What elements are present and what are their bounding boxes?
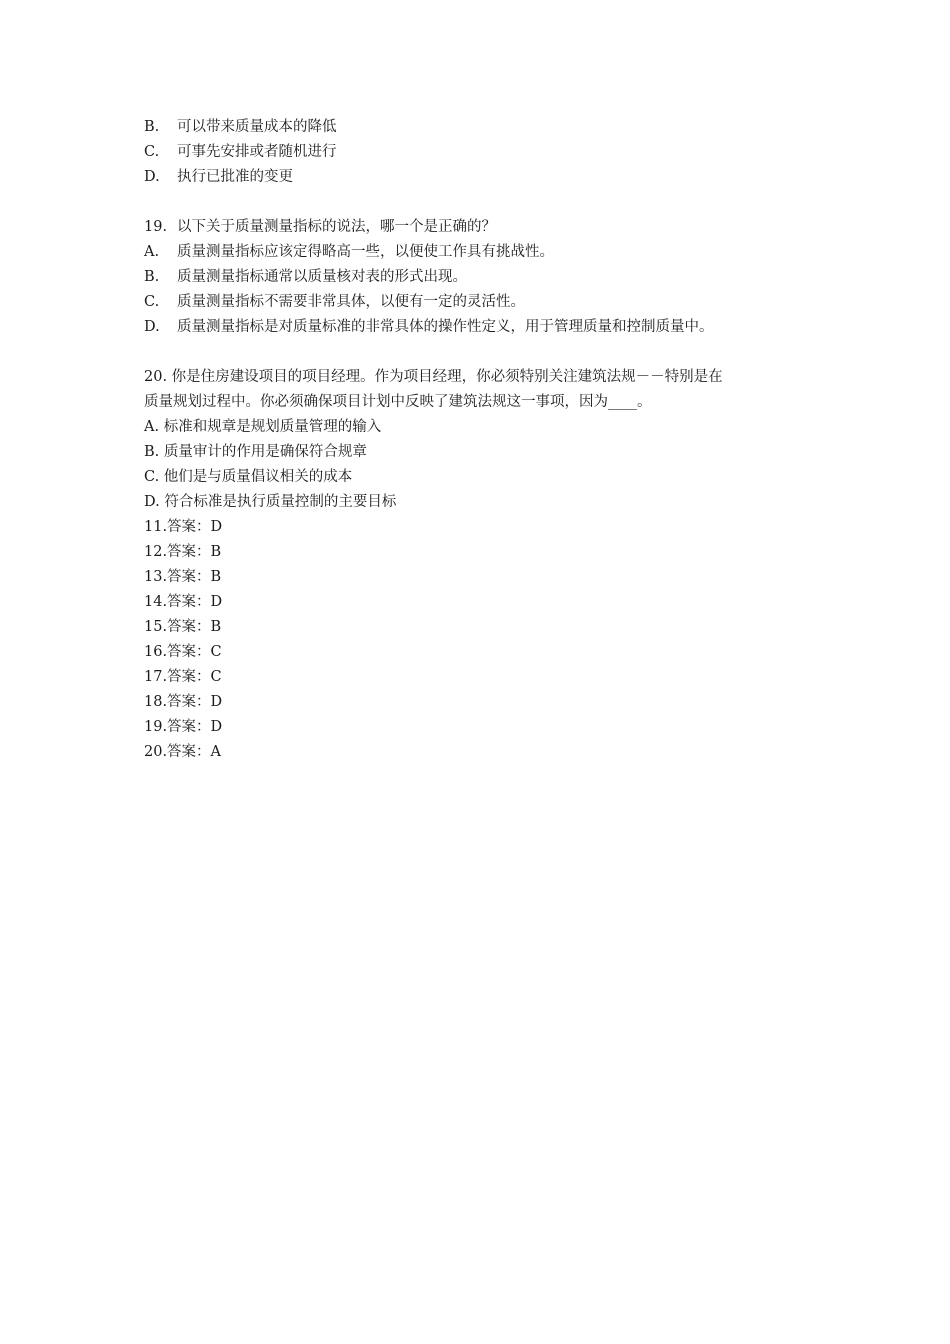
question-number: 19. bbox=[144, 219, 168, 235]
q19-option-b bbox=[144, 265, 816, 290]
answer-19: 19.答案：D bbox=[144, 719, 223, 735]
answer-13: 13.答案：B bbox=[144, 569, 222, 585]
q19-option-d bbox=[144, 315, 816, 340]
option-letter: C. bbox=[144, 144, 160, 160]
q19-option-a bbox=[144, 240, 816, 265]
option-text: 执行已批准的变更 bbox=[177, 169, 293, 185]
spacer bbox=[144, 190, 816, 215]
option-text: 质量测量指标是对质量标准的非常具体的操作性定义，用于管理质量和控制质量中。 bbox=[177, 319, 714, 335]
option-text: 质量测量指标不需要非常具体，以便有一定的灵活性。 bbox=[177, 294, 525, 310]
answer-15: 15.答案：B bbox=[144, 619, 222, 635]
option-text: 质量测量指标通常以质量核对表的形式出现。 bbox=[177, 269, 467, 285]
option-letter: B. bbox=[144, 119, 160, 135]
option-text: 可以带来质量成本的降低 bbox=[177, 119, 337, 135]
q20-stem-line-1: 20. 你是住房建设项目的项目经理。作为项目经理，你必须特别关注建筑法规－－特别是在 bbox=[144, 369, 723, 385]
option-letter: D. bbox=[144, 319, 160, 335]
answer-16: 16.答案：C bbox=[144, 644, 222, 660]
q18-option-c bbox=[144, 140, 816, 165]
question-text: 以下关于质量测量指标的说法，哪一个是正确的？ bbox=[177, 219, 496, 235]
q18-option-d bbox=[144, 165, 816, 190]
answer-12: 12.答案：B bbox=[144, 544, 222, 560]
spacer bbox=[144, 340, 816, 365]
option-letter: B. bbox=[144, 269, 160, 285]
option-text: 质量测量指标应该定得略高一些，以便使工作具有挑战性。 bbox=[177, 244, 554, 260]
option-letter: A. bbox=[144, 244, 160, 260]
answer-20: 20.答案：A bbox=[144, 744, 222, 760]
option-letter: D. bbox=[144, 169, 160, 185]
q20-option-a: A. 标准和规章是规划质量管理的输入 bbox=[144, 419, 382, 435]
answer-17: 17.答案：C bbox=[144, 669, 222, 685]
answer-18: 18.答案：D bbox=[144, 694, 223, 710]
answer-11: 11.答案：D bbox=[144, 519, 223, 535]
q19-stem bbox=[144, 215, 816, 240]
q20-option-d: D. 符合标准是执行质量控制的主要目标 bbox=[144, 494, 397, 510]
q18-option-b bbox=[144, 115, 816, 140]
q20-option-b: B. 质量审计的作用是确保符合规章 bbox=[144, 444, 367, 460]
option-letter: C. bbox=[144, 294, 160, 310]
answer-14: 14.答案：D bbox=[144, 594, 223, 610]
q20-option-c: C. 他们是与质量倡议相关的成本 bbox=[144, 469, 353, 485]
q20-stem-line-2: 质量规划过程中。你必须确保项目计划中反映了建筑法规这一事项，因为____。 bbox=[144, 394, 652, 410]
document-content bbox=[144, 115, 816, 765]
q19-option-c bbox=[144, 290, 816, 315]
option-text: 可事先安排或者随机进行 bbox=[177, 144, 337, 160]
